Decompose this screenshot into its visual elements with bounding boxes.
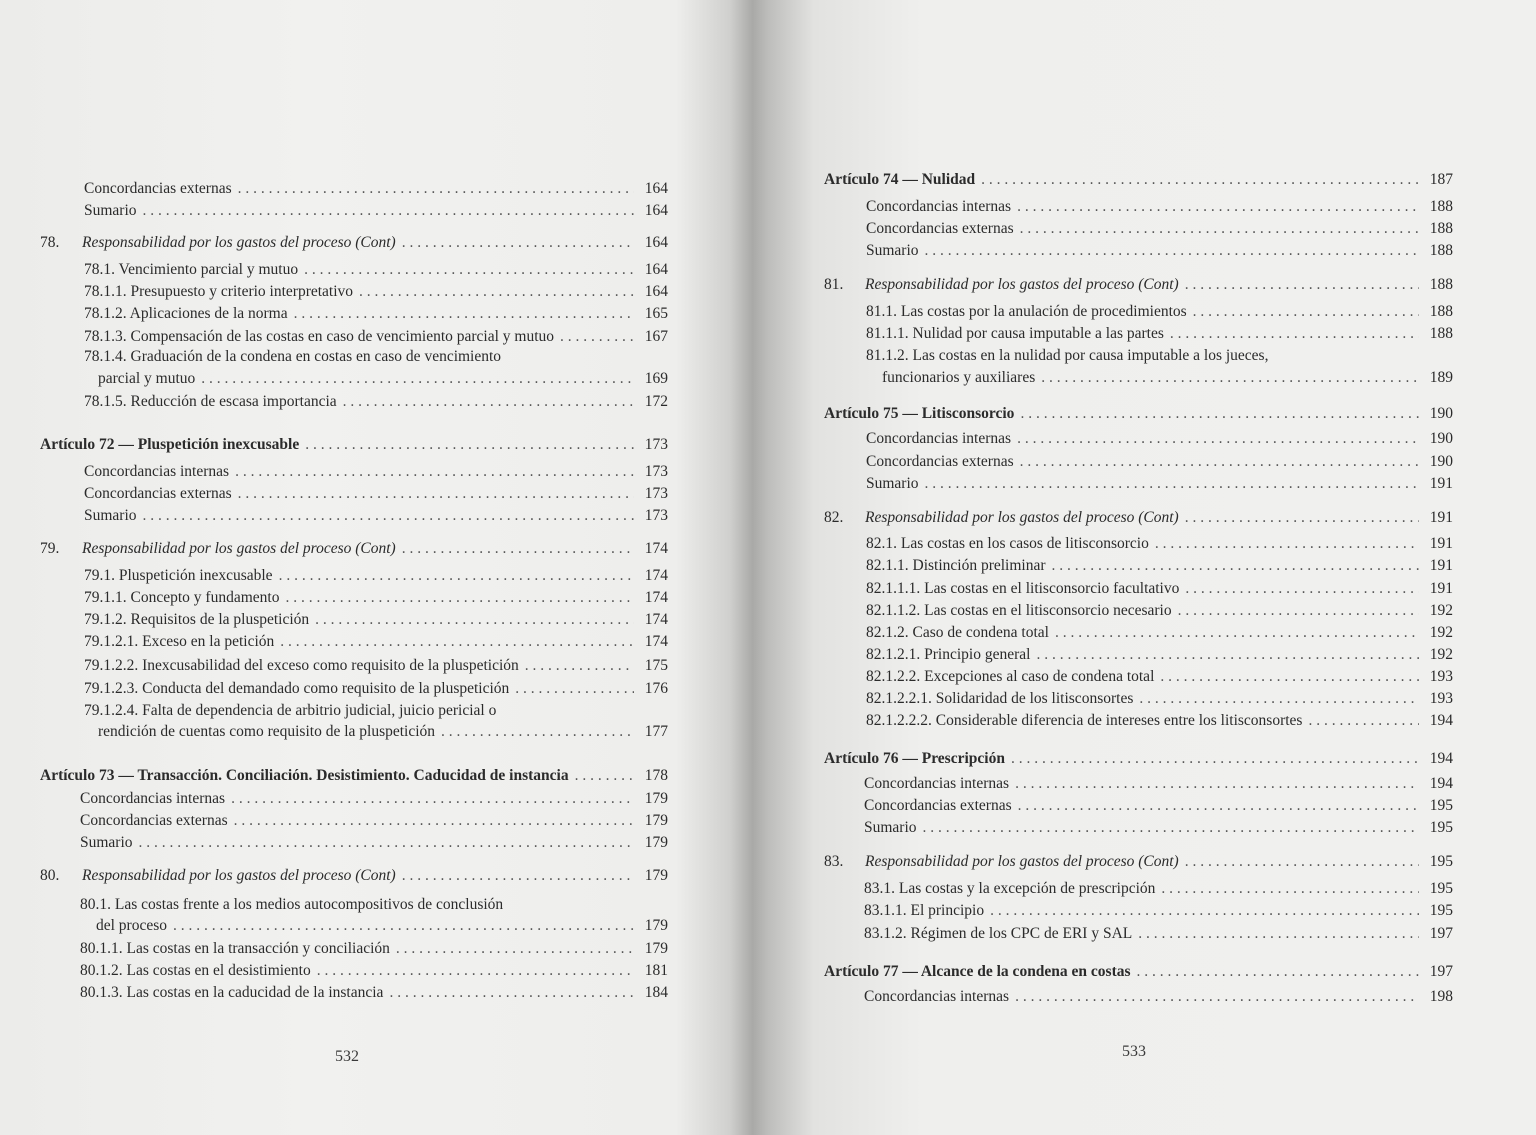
toc-section-heading: 78. Responsabilidad por los gastos del proceso (Cont) . . . 164 <box>40 233 668 252</box>
toc-entry: Concordancias internas . . . 173 <box>84 462 668 481</box>
toc-entry: 79.1.2.3. Conducta del demandado como requisito de la pluspetición . . . 176 <box>84 679 668 698</box>
page-number: 532 <box>335 1048 359 1065</box>
toc-entry: Sumario . . . 164 <box>84 201 668 220</box>
toc-entry: 82.1.2. Caso de condena total . . . 192 <box>866 623 1453 642</box>
toc-entry: Sumario . . . 188 <box>866 241 1453 260</box>
toc-entry: Concordancias internas . . . 194 <box>864 774 1453 793</box>
toc-entry: 82.1.2.2.2. Considerable diferencia de intereses entre los litisconsortes . . . 194 <box>866 711 1453 730</box>
toc-entry: Concordancias internas . . . 188 <box>866 197 1453 216</box>
toc-section-heading: 79. Responsabilidad por los gastos del proceso (Cont) . . . 174 <box>40 539 668 558</box>
toc-entry-first-line: 81.1.2. Las costas en la nulidad por causa imputable a los jueces, <box>866 347 1269 364</box>
toc-entry-first-line: 78.1.4. Graduación de la condena en costas en caso de vencimiento <box>84 348 502 365</box>
toc-entry: del proceso . . . 179 <box>96 916 668 935</box>
toc-entry: Concordancias externas . . . 190 <box>866 452 1453 471</box>
toc-entry: 82.1.1.1. Las costas en el litisconsorcio facultativo . . . 191 <box>866 579 1453 598</box>
toc-entry: Concordancias externas . . . 164 <box>84 179 668 198</box>
page-number: 533 <box>1122 1043 1146 1060</box>
toc-entry-first-line: 79.1.2.4. Falta de dependencia de arbitrio judicial, juicio pericial o <box>84 702 497 719</box>
toc-entry: 80.1.1. Las costas en la transacción y conciliación . . . 179 <box>80 939 668 958</box>
toc-entry: rendición de cuentas como requisito de la pluspetición . . . 177 <box>98 722 668 741</box>
toc-article-heading: Artículo 76 — Prescripción . . . 194 <box>824 749 1453 768</box>
toc-entry: Concordancias internas . . . 198 <box>864 987 1453 1006</box>
toc-entry: 78.1.3. Compensación de las costas en caso de vencimiento parcial y mutuo . . . 167 <box>84 327 668 346</box>
toc-section-heading: 82. Responsabilidad por los gastos del proceso (Cont) . . . 191 <box>824 508 1453 527</box>
toc-entry: 79.1.2. Requisitos de la pluspetición . . . 174 <box>84 610 668 629</box>
toc-section-heading: 83. Responsabilidad por los gastos del proceso (Cont) . . . 195 <box>824 852 1453 871</box>
toc-entry: Sumario . . . 179 <box>80 833 668 852</box>
toc-entry: 81.1.1. Nulidad por causa imputable a las partes . . . 188 <box>866 324 1453 343</box>
toc-entry: Concordancias internas . . . 190 <box>866 429 1453 448</box>
toc-entry: Concordancias externas . . . 195 <box>864 796 1453 815</box>
toc-entry: 82.1.1.2. Las costas en el litisconsorcio necesario . . . 192 <box>866 601 1453 620</box>
toc-article-heading: Artículo 77 — Alcance de la condena en costas . . . 197 <box>824 962 1453 981</box>
toc-entry: 82.1.2.1. Principio general . . . 192 <box>866 645 1453 664</box>
toc-entry: 78.1.2. Aplicaciones de la norma . . . 165 <box>84 304 668 323</box>
toc-entry: 82.1.2.2.1. Solidaridad de los litisconsortes . . . 193 <box>866 689 1453 708</box>
toc-entry: 82.1.1. Distinción preliminar . . . 191 <box>866 556 1453 575</box>
toc-entry: 80.1.2. Las costas en el desistimiento . . . 181 <box>80 961 668 980</box>
toc-entry: funcionarios y auxiliares . . . 189 <box>882 368 1453 387</box>
toc-section-heading: 80. Responsabilidad por los gastos del proceso (Cont) . . . 179 <box>40 866 668 885</box>
toc-entry: 78.1.5. Reducción de escasa importancia . . . 172 <box>84 392 668 411</box>
toc-entry: 79.1.1. Concepto y fundamento . . . 174 <box>84 588 668 607</box>
toc-entry: 81.1. Las costas por la anulación de procedimientos . . . 188 <box>866 302 1453 321</box>
toc-article-heading: Artículo 72 — Pluspetición inexcusable . . . 173 <box>40 435 668 454</box>
toc-article-heading: Artículo 75 — Litisconsorcio . . . 190 <box>824 404 1453 423</box>
toc-entry: 78.1.1. Presupuesto y criterio interpretativo . . . 164 <box>84 282 668 301</box>
toc-entry: parcial y mutuo . . . 169 <box>98 369 668 388</box>
toc-article-heading: Artículo 74 — Nulidad . . . 187 <box>824 170 1453 189</box>
toc-entry: 83.1.1. El principio . . . 195 <box>864 901 1453 920</box>
toc-entry: Sumario . . . 173 <box>84 506 668 525</box>
toc-entry: 82.1. Las costas en los casos de litisconsorcio . . . 191 <box>866 534 1453 553</box>
toc-entry: 79.1.2.1. Exceso en la petición . . . 174 <box>84 632 668 651</box>
toc-entry: Concordancias externas . . . 179 <box>80 811 668 830</box>
toc-entry: Concordancias externas . . . 173 <box>84 484 668 503</box>
toc-section-heading: 81. Responsabilidad por los gastos del proceso (Cont) . . . 188 <box>824 275 1453 294</box>
toc-entry: Concordancias internas . . . 179 <box>80 789 668 808</box>
toc-entry: 83.1.2. Régimen de los CPC de ERI y SAL . . . 197 <box>864 924 1453 943</box>
toc-entry: 83.1. Las costas y la excepción de prescripción . . . 195 <box>864 879 1453 898</box>
toc-entry: 79.1. Pluspetición inexcusable . . . 174 <box>84 566 668 585</box>
toc-entry: Concordancias externas . . . 188 <box>866 219 1453 238</box>
toc-entry: 82.1.2.2. Excepciones al caso de condena total . . . 193 <box>866 667 1453 686</box>
toc-entry: 80.1.3. Las costas en la caducidad de la instancia . . . 184 <box>80 983 668 1002</box>
toc-entry-first-line: 80.1. Las costas frente a los medios autocompositivos de conclusión <box>80 896 504 913</box>
toc-entry: Sumario . . . 191 <box>866 474 1453 493</box>
toc-entry: 79.1.2.2. Inexcusabilidad del exceso como requisito de la pluspetición . . . 175 <box>84 656 668 675</box>
toc-entry: 78.1. Vencimiento parcial y mutuo . . . 164 <box>84 260 668 279</box>
toc-entry: Sumario . . . 195 <box>864 818 1453 837</box>
toc-article-heading: Artículo 73 — Transacción. Conciliación. Desistimiento. Caducidad de instancia . . . 178 <box>40 766 668 785</box>
